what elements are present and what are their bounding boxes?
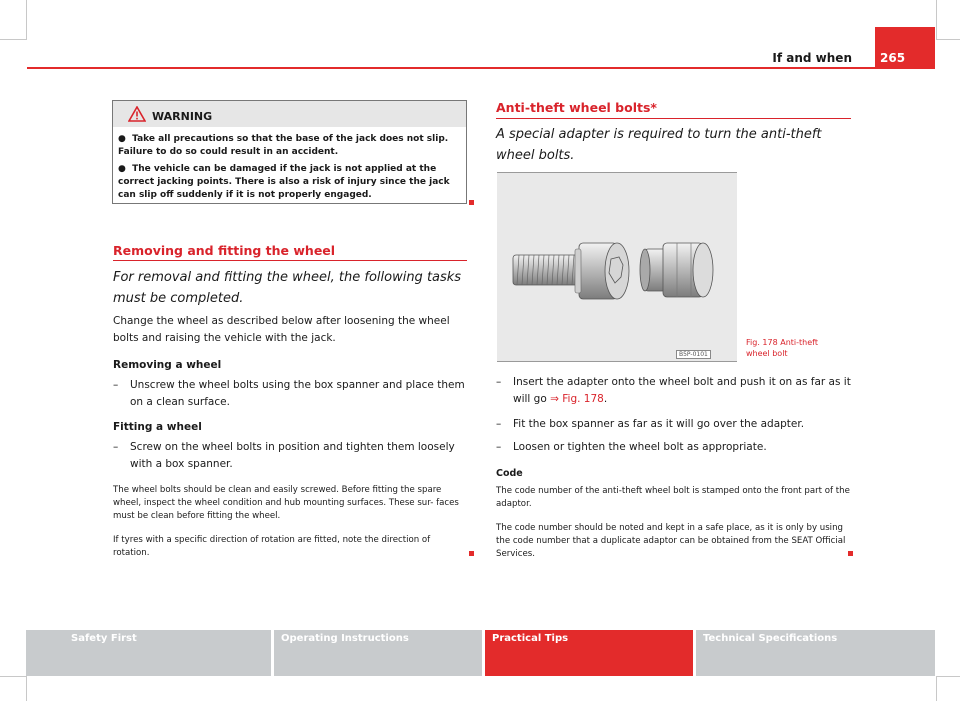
code-text: The code number of the anti-theft wheel bolt is stamped onto the front part of the adaptor. <box>496 486 850 509</box>
header-rule <box>27 67 935 69</box>
crop-mark <box>936 676 937 701</box>
heading-rule <box>496 118 851 119</box>
tab-technical-specifications[interactable]: Technical Specifications <box>696 630 935 676</box>
dash-icon: – <box>113 379 119 391</box>
body-text: Change the wheel as described below after loosening the wheel bolts and raising the vehicle with the jack. <box>113 315 450 344</box>
intro-text: For removal and fitting the wheel, the following tasks must be completed. <box>113 270 462 306</box>
code-text: The code number should be noted and kept in a safe place, as it is only by using the code number that a duplicate adaptor can be obtained from the SEAT Official Services. <box>496 523 846 559</box>
anti-theft-bolt-illustration <box>497 173 737 359</box>
crop-mark <box>936 0 937 40</box>
warning-item: ● The vehicle can be damaged if the jack is not applied at the correct jacking points. There is also a risk of injury since the jack can slip off suddenly if it is not properly engaged. <box>118 164 450 200</box>
tab-operating-instructions[interactable]: Operating Instructions <box>274 630 482 676</box>
section-heading: Anti-theft wheel bolts* <box>496 100 657 115</box>
crop-mark <box>26 0 27 40</box>
subheading-fitting: Fitting a wheel <box>113 421 202 433</box>
dash-icon: – <box>113 441 119 453</box>
figure-code: B5P-0101 <box>676 350 711 359</box>
dash-icon: – <box>496 418 502 430</box>
subheading-code: Code <box>496 468 523 479</box>
intro-text: A special adapter is required to turn the anti-theft wheel bolts. <box>496 127 822 163</box>
figure-caption: Fig. 178 Anti-theft wheel bolt <box>746 338 818 358</box>
step-item: – Unscrew the wheel bolts using the box spanner and place them on a clean surface. <box>113 379 465 408</box>
tab-practical-tips[interactable]: Practical Tips <box>485 630 693 676</box>
warning-label: WARNING <box>152 110 213 123</box>
step-item: – Screw on the wheel bolts in position and tighten them loosely with a box spanner. <box>113 441 455 470</box>
crop-mark <box>26 676 27 701</box>
bullet-icon: ● <box>118 134 133 144</box>
crop-mark <box>937 676 960 677</box>
page-number: 265 <box>880 51 906 65</box>
dash-icon: – <box>496 376 502 388</box>
crop-mark <box>0 676 26 677</box>
section-end-mark <box>848 551 853 556</box>
figure-link[interactable]: ⇒ Fig. 178 <box>550 393 604 405</box>
step-item: – Loosen or tighten the wheel bolt as appropriate. <box>496 439 852 456</box>
tab-safety-first[interactable]: Safety First <box>26 630 271 676</box>
bullet-icon: ● <box>118 164 133 174</box>
section-end-mark <box>469 551 474 556</box>
step-item: – Insert the adapter onto the wheel bolt and push it on as far as it will go ⇒ Fig. 178. <box>496 376 851 405</box>
figure-anti-theft-bolt <box>497 172 737 362</box>
note-text: The wheel bolts should be clean and easily screwed. Before fitting the spare wheel, inspect the wheel condition and hub mounting surfaces. These sur- faces must be clean before fitting the wheel. <box>113 485 459 521</box>
dash-icon: – <box>496 441 502 453</box>
warning-triangle-icon <box>128 106 146 122</box>
subheading-removing: Removing a wheel <box>113 359 222 371</box>
section-end-mark <box>469 200 474 205</box>
step-item: – Fit the box spanner as far as it will go over the adapter. <box>496 416 852 433</box>
running-title: If and when <box>772 51 852 65</box>
crop-mark <box>937 39 960 40</box>
section-heading: Removing and fitting the wheel <box>113 243 336 258</box>
crop-mark <box>0 39 26 40</box>
warning-item: ● Take all precautions so that the base of the jack does not slip. Failure to do so could result in an accident. <box>118 134 449 157</box>
heading-rule <box>113 260 467 261</box>
note-text: If tyres with a specific direction of rotation are fitted, note the direction of rotation. <box>113 535 431 558</box>
